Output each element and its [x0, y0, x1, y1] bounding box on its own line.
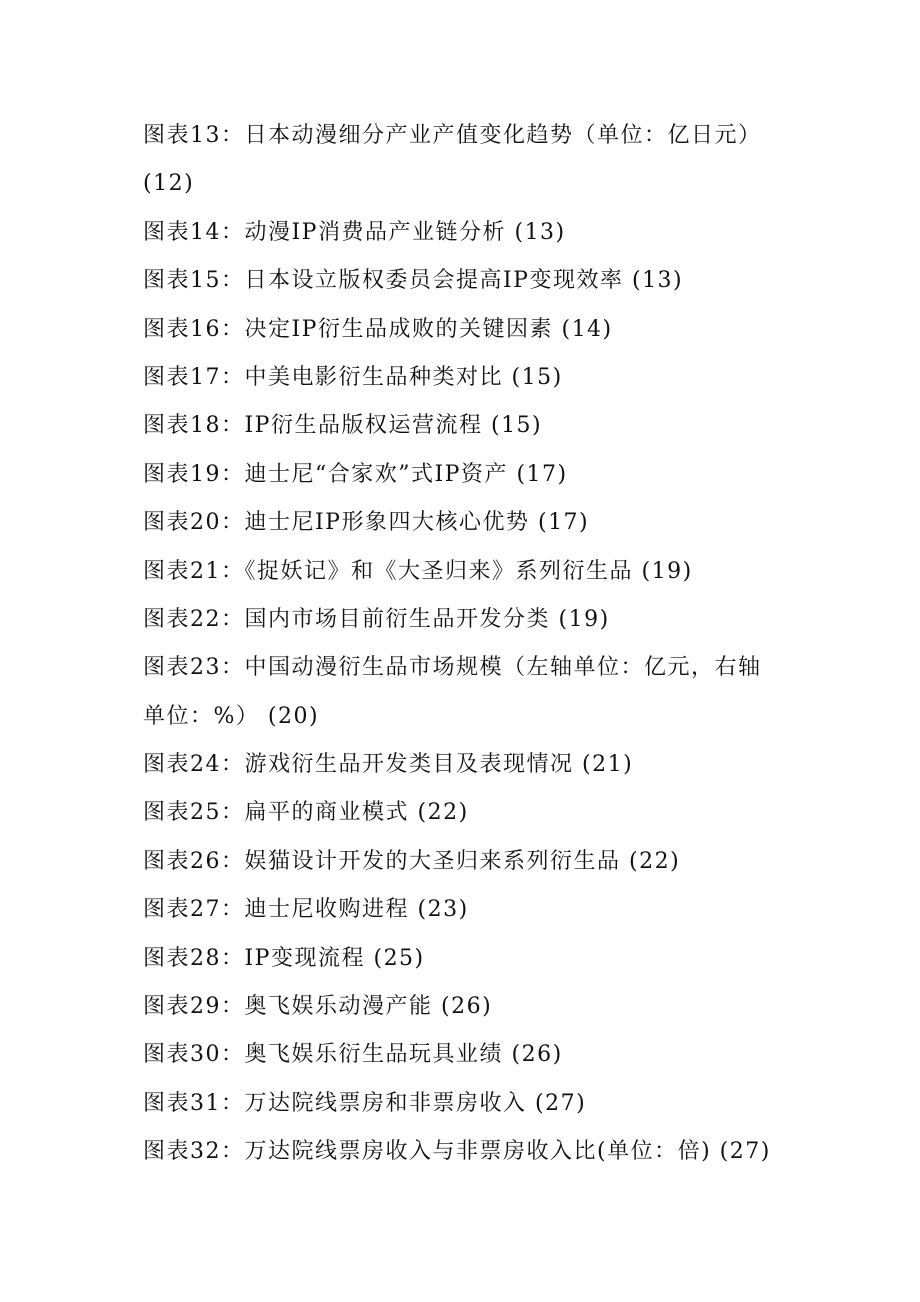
figure-list-line: 图表18：IP衍生品版权运营流程 (15)	[143, 413, 543, 439]
figure-list-line: 图表20：迪士尼IP形象四大核心优势 (17)	[143, 510, 590, 536]
figure-list-line: 图表14：动漫IP消费品产业链分析 (13)	[143, 219, 566, 245]
figure-list-line: 图表25：扁平的商业模式 (22)	[143, 800, 469, 826]
figure-list-line: 图表22：国内市场目前衍生品开发分类 (19)	[143, 606, 610, 632]
figure-list	[143, 112, 823, 1177]
figure-list-line: 图表21：《捉妖记》和《大圣归来》系列衍生品 (19)	[143, 558, 693, 584]
figure-list-line: 图表26：娱猫设计开发的大圣归来系列衍生品 (22)	[143, 848, 681, 874]
figure-list-line: 图表28：IP变现流程 (25)	[143, 945, 425, 971]
figure-list-line: 图表24：游戏衍生品开发类目及表现情况 (21)	[143, 752, 634, 778]
figure-list-line: 图表13：日本动漫细分产业产值变化趋势（单位：亿日元）	[143, 123, 762, 148]
figure-list-line: 图表15：日本设立版权委员会提高IP变现效率 (13)	[143, 268, 684, 294]
figure-list-line: 图表31：万达院线票房和非票房收入 (27)	[143, 1090, 587, 1116]
figure-list-line: 图表29：奥飞娱乐动漫产能 (26)	[143, 994, 493, 1020]
figure-list-line: 图表32：万达院线票房收入与非票房收入比(单位：倍) (27)	[143, 1139, 771, 1165]
figure-list-line: 图表19：迪士尼“合家欢”式IP资产 (17)	[143, 461, 568, 487]
figure-list-line: (12)	[143, 171, 195, 197]
figure-list-line: 图表27：迪士尼收购进程 (23)	[143, 897, 469, 923]
figure-list-line: 图表30：奥飞娱乐衍生品玩具业绩 (26)	[143, 1042, 563, 1068]
figure-list-line: 图表16：决定IP衍生品成败的关键因素 (14)	[143, 316, 613, 342]
figure-list-line: 图表23：中国动漫衍生品市场规模（左轴单位：亿元，右轴	[143, 655, 762, 681]
figure-list-line: 图表17：中美电影衍生品种类对比 (15)	[143, 364, 563, 390]
figure-list-line: 单位：%） (20)	[143, 703, 320, 729]
